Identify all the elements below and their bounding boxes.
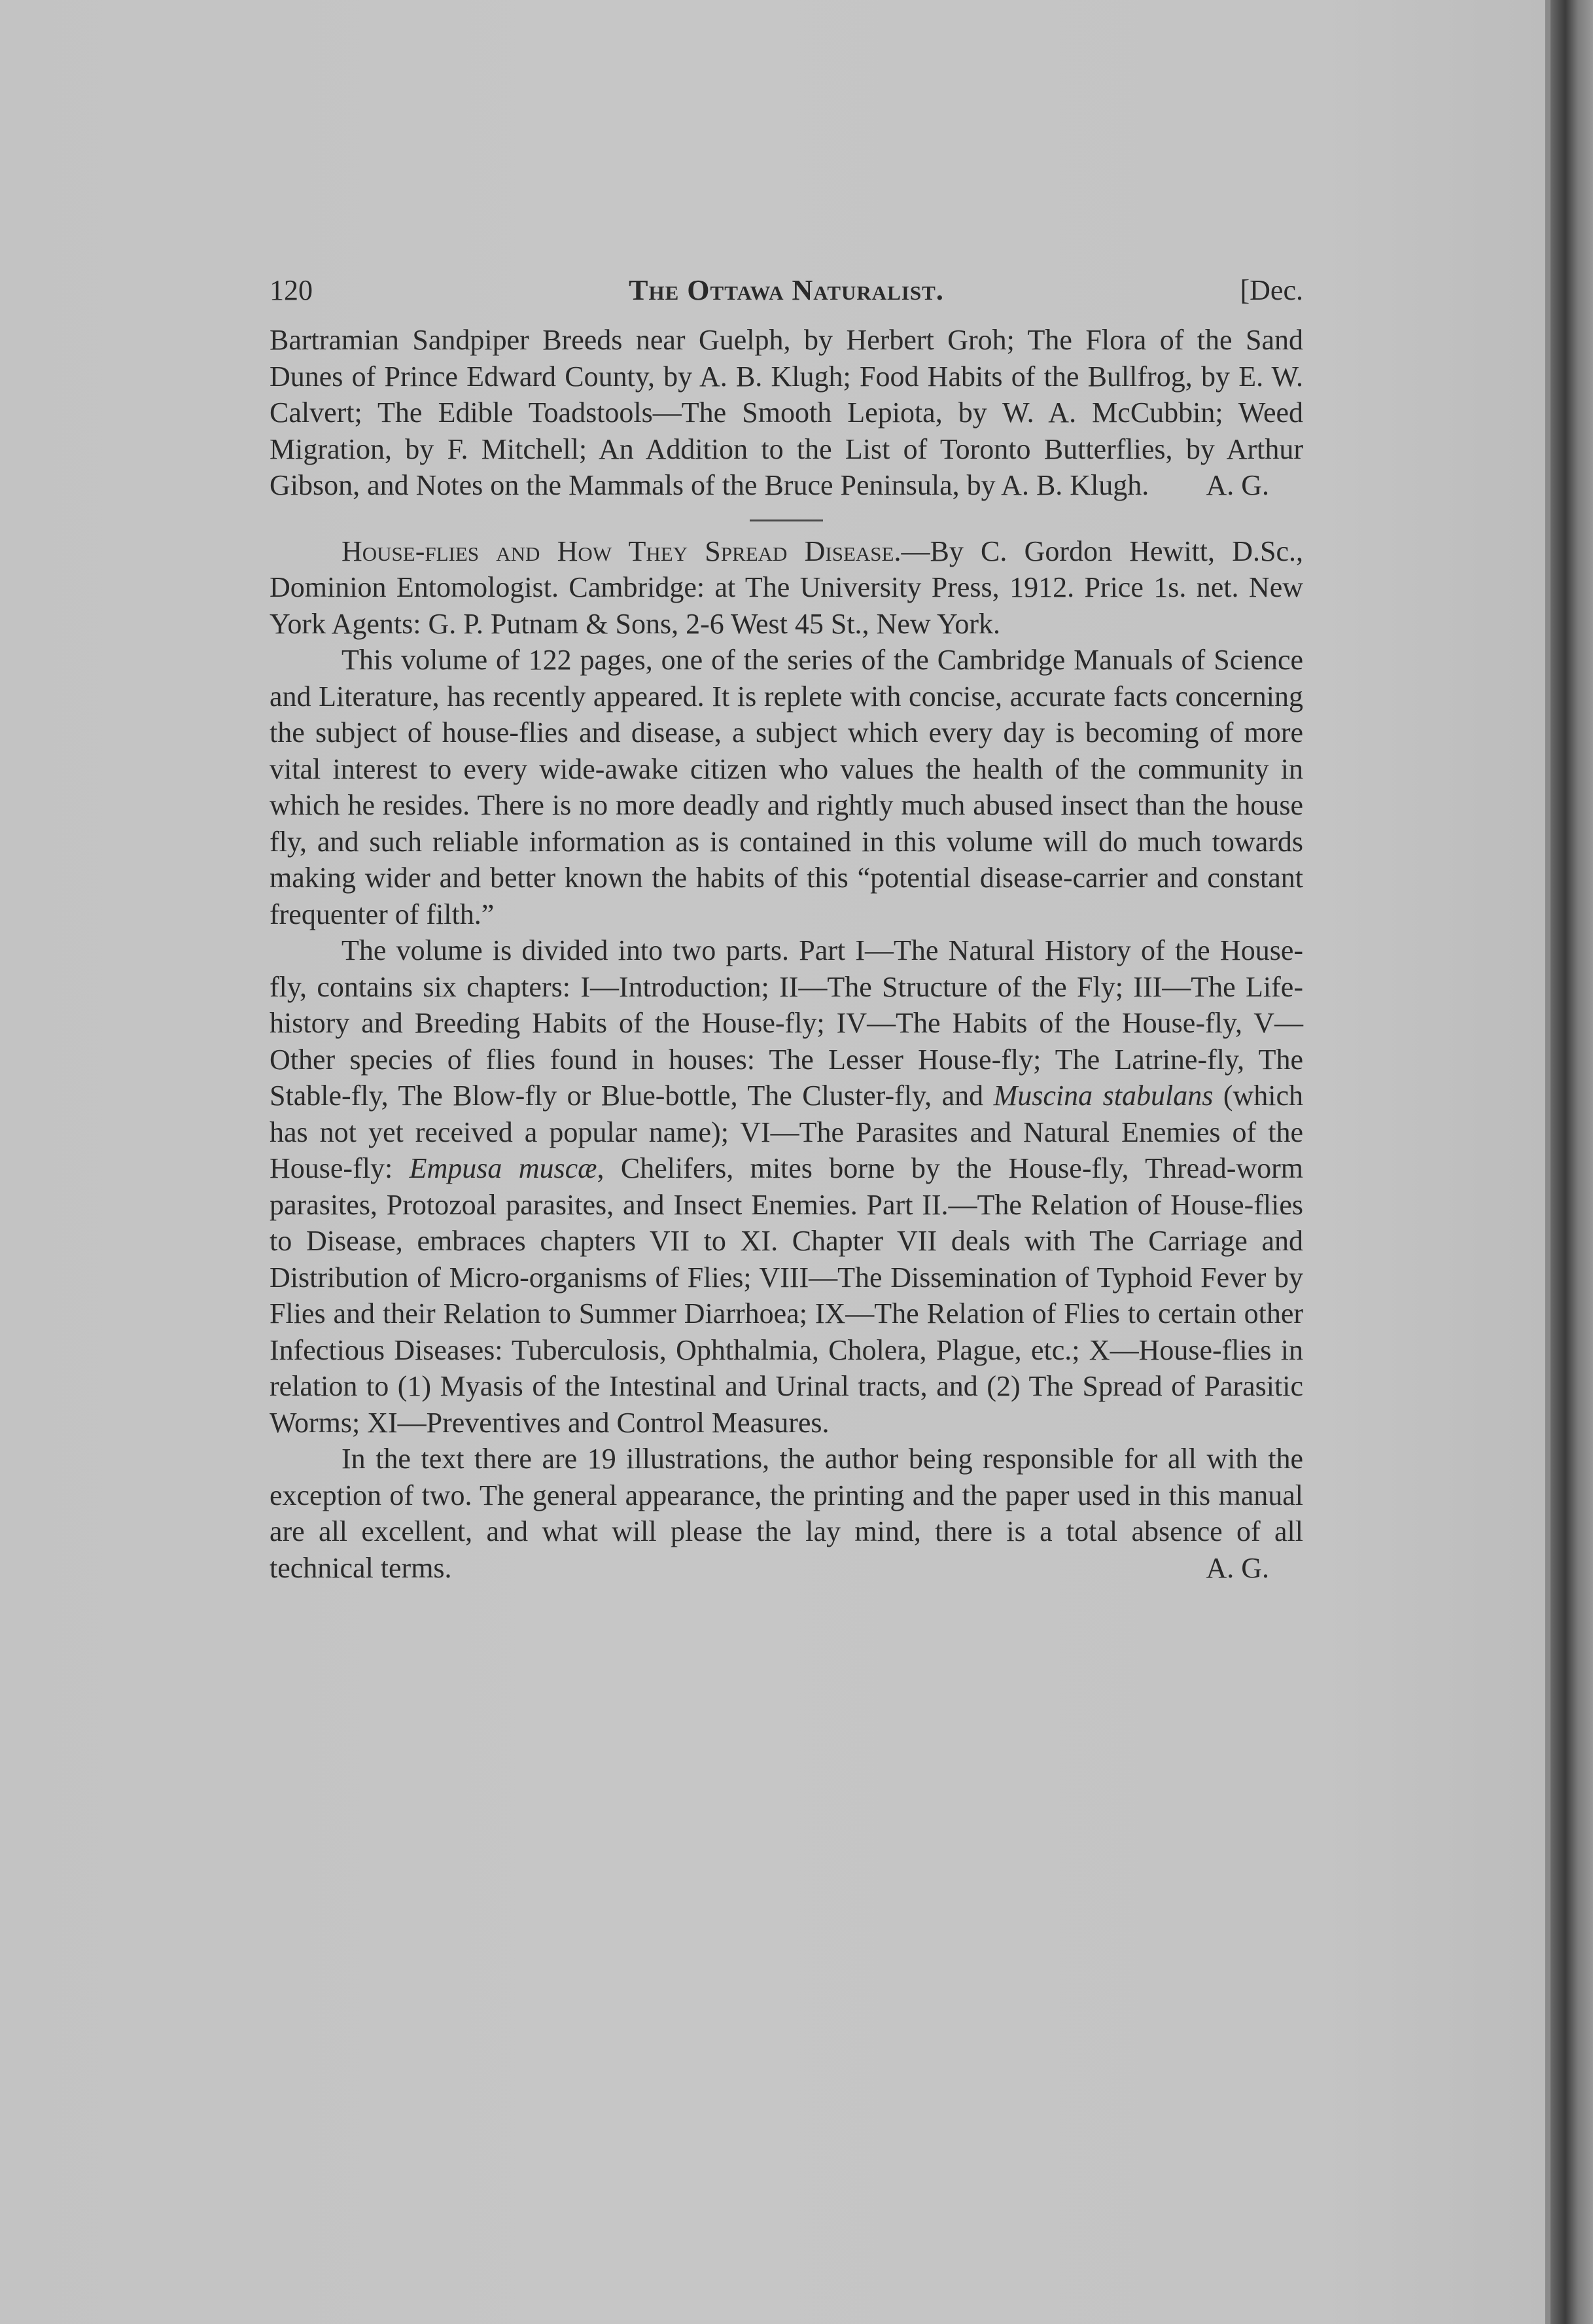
date-fragment: [Dec. [1240, 274, 1303, 306]
review-paragraph-1: This volume of 122 pages, one of the series of the Cambridge Manuals of Science and Literature, has recently appeared. It is replete with concise, accurate facts concerning the subject of house-flies and disease, a subject which every day is becoming of more vital interest to every wide-awake citizen who values the health of the community in which he resides. There is no more deadly and rightly much abused insect than the house fly, and such reliable information as is contained in this volume will do much towards making wider and better known the habits of this “potential disease-carrier and constant frequenter of filth.” [270, 644, 1303, 930]
running-head [270, 267, 1303, 322]
review-signature-2: A. G. [1206, 1551, 1269, 1584]
review-paragraph-2 [270, 932, 1303, 1441]
paragraph-2-part-c: , Chelifers, mites borne by the House-fly, Thread-worm parasites, Protozoal parasites, and Insect Enemies. Part II.—The Relation of House-flies to Disease, embraces chapters VII to XI. Chapter VII deals with The Carriage and Distribution of Micro-organisms of Flies; VIII—The Dissemination of Typhoid Fever by Flies and their Relation to Summer Diarrhoea; IX—The Relation of Flies to certain other Infectious Diseases: Tuberculosis, Ophthalmia, Cholera, Plague, etc.; X—House-flies in relation to (1) Myasis of the Intestinal and Urinal tracts, and (2) The Spread of Parasitic Worms; XI—Preventives and Control Measures. [270, 1152, 1303, 1439]
review-continuation [270, 322, 1303, 504]
species-name-muscina: Muscina stabulans [993, 1080, 1214, 1112]
review-signature: A. G. [1206, 469, 1269, 501]
paragraph-3-text: In the text there are 19 illustrations, the author being responsible for all with the exception of two. The general appearance, the printing and the paper used in this manual are all excellent, and what will please the lay mind, there is a total absence of all technical terms. [270, 1443, 1303, 1584]
section-divider [750, 519, 823, 521]
paragraph-2-part-a: The volume is divided into two parts. Part I—The Natural History of the House-fly, contains six chapters: I—Introduction; II—The Structure of the Fly; III—The Life-history and Breeding Habits of the House-fly; IV—The Habits of the House-fly, V—Other species of flies found in houses: The Lesser House-fly; The Latrine-fly, The Stable-fly, The Blow-fly or Blue-bottle, The Cluster-fly, and [270, 934, 1303, 1112]
review-citation: —By C. Gordon Hewitt, D.Sc., Dominion Entomologist. Cambridge: at The University Press, 1912. Price 1s. net. New York Agents: G. P. Putnam & Sons, 2-6 West 45 St., New York. [270, 535, 1303, 640]
review-paragraph-3 [270, 1441, 1303, 1586]
review-heading [270, 533, 1303, 643]
review-title: House-flies and How They Spread Disease. [341, 535, 902, 567]
review-continuation-text: Bartramian Sandpiper Breeds near Guelph, by Herbert Groh; The Flora of the Sand Dunes of Prince Edward County, by A. B. Klugh; Food Habits of the Bullfrog, by E. W. Calvert; The Edible Toadstools—The Smooth Lepiota, by W. A. McCubbin; Weed Migration, by F. Mitchell; An Addition to the List of Toronto Butterflies, by Arthur Gibson, and Notes on the Mammals of the Bruce Peninsula, by A. B. Klugh. [270, 324, 1303, 501]
journal-title: The Ottawa Naturalist. [629, 274, 944, 306]
page-binding-edge [1545, 0, 1550, 2324]
text-block [270, 267, 1303, 1586]
paragraph-2-part-b: (which has not yet received a popular name); VI—The Parasites and Natural Enemies of the House-fly: [270, 1080, 1304, 1184]
species-name-empusa: Empusa muscæ [409, 1152, 597, 1184]
page-edge-shadow [1550, 0, 1593, 2324]
page-number: 120 [270, 274, 313, 306]
